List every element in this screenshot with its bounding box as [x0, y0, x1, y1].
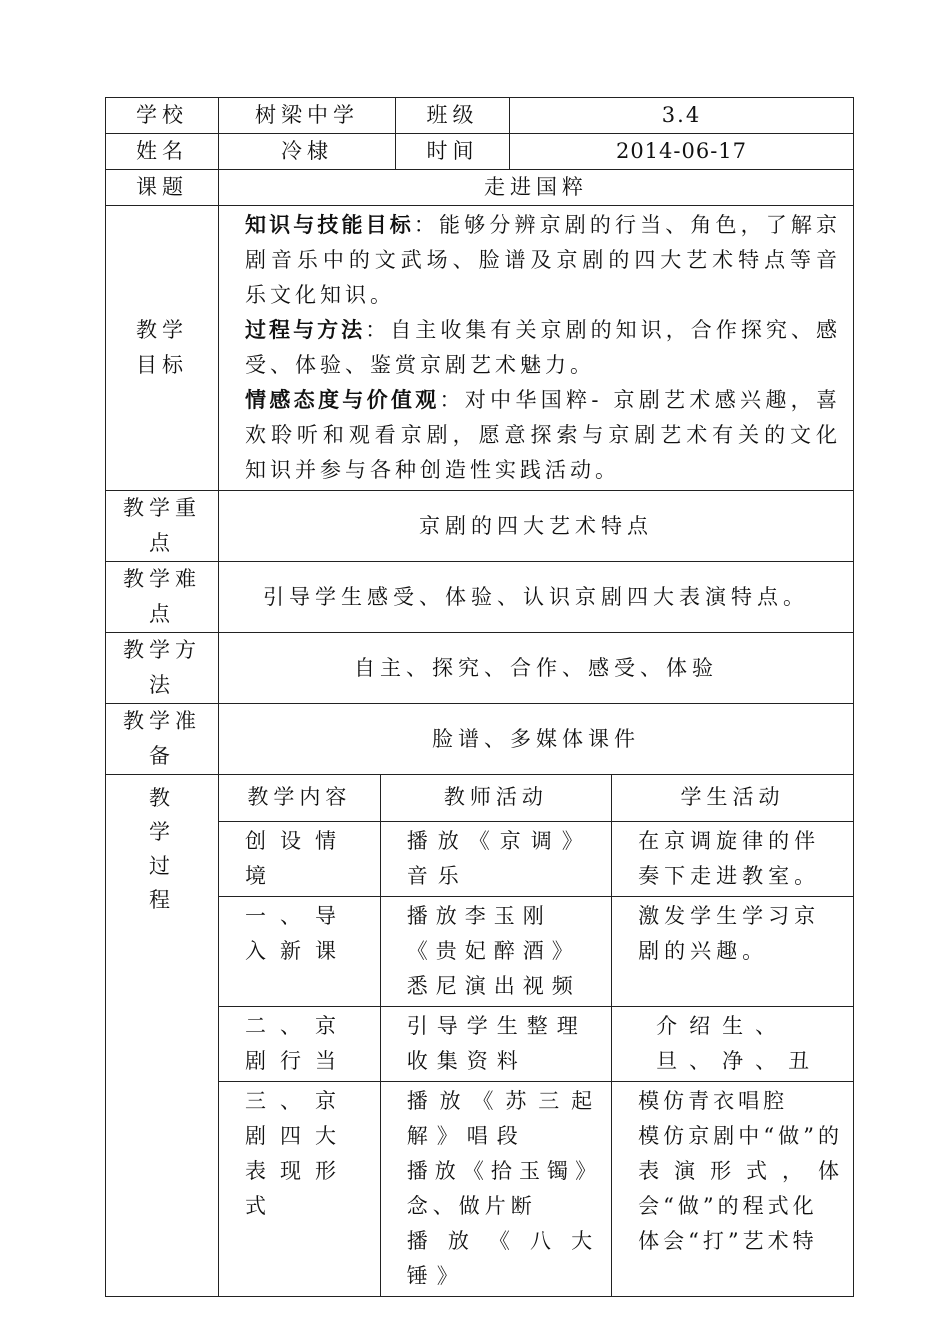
knowledge-goal	[245, 208, 841, 313]
emotion-goal-title: 情感态度与价值观	[245, 388, 440, 412]
methods-row	[106, 633, 854, 704]
topic-label: 课题	[106, 170, 219, 206]
preparation-label-line-2: 备	[149, 744, 175, 768]
step-student-line: 模仿京剧中“做”的表演形式，体会“做”的程式化	[638, 1123, 843, 1218]
process-goal-text: ：自主收集有关京剧的知识，合作探究、感受、体验、鉴赏京剧艺术魅力。	[245, 318, 841, 377]
process-label-char: 过	[149, 854, 175, 878]
process-step-row	[219, 1081, 853, 1296]
preparation-label	[106, 704, 219, 775]
objectives-row	[106, 206, 854, 491]
class-value: 3.4	[510, 98, 854, 134]
step-content: 一、导入新课	[219, 896, 380, 1006]
process-step-row	[219, 821, 853, 896]
process-table	[219, 775, 853, 1296]
emotion-goal-text: ：对中华国粹- 京剧艺术感兴趣，喜欢聆听和观看京剧，愿意探索与京剧艺术有关的文化知识并参与各种创造性实践活动。	[245, 388, 841, 482]
school-label: 学校	[106, 98, 219, 134]
key-points-value: 京剧的四大艺术特点	[219, 491, 854, 562]
preparation-label-line-1: 教学准	[123, 709, 201, 733]
name-label: 姓名	[106, 134, 219, 170]
objectives-label-line-1: 教学	[136, 318, 188, 342]
class-label: 班级	[396, 98, 510, 134]
difficulties-label-line-1: 教学难	[123, 567, 201, 591]
info-row-name	[106, 134, 854, 170]
step-student: 介绍生、旦、净、丑	[612, 1006, 853, 1081]
preparation-value: 脸谱、多媒体课件	[219, 704, 854, 775]
step-student: 激发学生学习京剧的兴趣。	[612, 896, 853, 1006]
step-teacher-line: 播放《拾玉镯》念、做片断	[406, 1158, 602, 1218]
process-goal	[245, 313, 841, 383]
process-content	[219, 775, 854, 1297]
process-goal-title: 过程与方法	[245, 318, 366, 342]
step-teacher-line: 播放《八大锤》	[406, 1228, 602, 1288]
process-label-char: 教	[149, 786, 175, 810]
step-content: 三、京剧四大表现形式	[219, 1081, 380, 1296]
knowledge-goal-text: ：能够分辨京剧的行当、角色，了解京剧音乐中的文武场、脸谱及京剧的四大艺术特点等音乐文化知识。	[245, 213, 842, 307]
step-teacher	[380, 1081, 611, 1296]
key-points-row	[106, 491, 854, 562]
step-student-line: 体会“打”艺术特	[638, 1228, 818, 1253]
topic-value: 走进国粹	[219, 170, 854, 206]
header-student: 学生活动	[612, 775, 853, 821]
step-teacher: 引导学生整理收集资料	[380, 1006, 611, 1081]
step-teacher-line: 播放《苏三起解》唱段	[406, 1088, 602, 1148]
step-student	[612, 1081, 853, 1296]
info-row-school	[106, 98, 854, 134]
step-content: 二、京剧行当	[219, 1006, 380, 1081]
methods-label-line-2: 法	[149, 673, 175, 697]
process-label-char: 学	[149, 820, 175, 844]
methods-label	[106, 633, 219, 704]
objectives-label-line-2: 目标	[136, 353, 188, 377]
header-teacher: 教师活动	[380, 775, 611, 821]
emotion-goal	[245, 383, 841, 488]
key-points-label-line-2: 点	[149, 531, 175, 555]
process-row	[106, 775, 854, 1297]
process-step-row	[219, 896, 853, 1006]
difficulties-label	[106, 562, 219, 633]
knowledge-goal-title: 知识与技能目标	[245, 213, 414, 237]
process-label	[106, 775, 219, 1297]
time-label: 时间	[396, 134, 510, 170]
difficulties-value: 引导学生感受、体验、认识京剧四大表演特点。	[219, 562, 854, 633]
methods-label-line-1: 教学方	[123, 638, 201, 662]
preparation-row	[106, 704, 854, 775]
step-teacher: 播放《京调》音乐	[380, 821, 611, 896]
objectives-content	[219, 206, 854, 491]
process-header-row	[219, 775, 853, 821]
key-points-label	[106, 491, 219, 562]
topic-row	[106, 170, 854, 206]
step-student-line: 模仿青衣唱腔	[638, 1088, 789, 1113]
difficulties-row	[106, 562, 854, 633]
step-student: 在京调旋律的伴奏下走进教室。	[612, 821, 853, 896]
name-value: 冷棣	[219, 134, 396, 170]
school-value: 树梁中学	[219, 98, 396, 134]
time-value: 2014-06-17	[510, 134, 854, 170]
methods-value: 自主、探究、合作、感受、体验	[219, 633, 854, 704]
objectives-label	[106, 206, 219, 491]
key-points-label-line-1: 教学重	[123, 496, 201, 520]
difficulties-label-line-2: 点	[149, 602, 175, 626]
step-teacher: 播放李玉刚《贵妃醉酒》悉尼演出视频	[380, 896, 611, 1006]
process-label-char: 程	[149, 888, 175, 912]
step-content: 创设情境	[219, 821, 380, 896]
process-step-row	[219, 1006, 853, 1081]
header-content: 教学内容	[219, 775, 380, 821]
lesson-plan-table	[105, 97, 854, 1297]
